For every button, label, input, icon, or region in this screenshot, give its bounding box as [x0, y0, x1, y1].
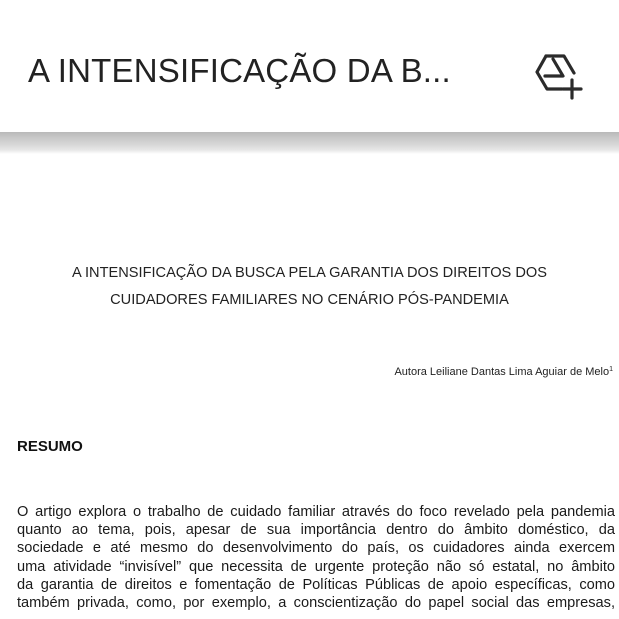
abstract-line: uma atividade “invisível” que necessita de urgente proteção não só estatal, no âmbito: [17, 558, 615, 575]
section-heading-resumo: RESUMO: [17, 438, 83, 455]
author-footnote-marker: 1: [609, 366, 613, 373]
abstract-line: sociedade e até mesmo do desenvolvimento do país, os cuidadores ainda exercem: [17, 540, 615, 557]
abstract-line: quanto ao tema, pois, apesar de sua importância dentro do âmbito doméstico, da: [17, 522, 615, 539]
author-name: Autora Leiliane Dantas Lima Aguiar de Melo: [394, 366, 610, 378]
abstract-paragraph: [17, 503, 615, 612]
abstract-line: da garantia de direitos e fomentação de Políticas Públicas de apoio específicas, como: [17, 576, 615, 593]
app-header: [0, 0, 619, 132]
document-title: A INTENSIFICAÇÃO DA B...: [28, 52, 451, 89]
paper-title-line-1: A INTENSIFICAÇÃO DA BUSCA PELA GARANTIA DOS DIREITOS DOS: [72, 265, 547, 281]
abstract-line: O artigo explora o trabalho de cuidado familiar através do foco revelado pela pandemia: [17, 504, 615, 520]
header-shadow-divider: [0, 132, 619, 154]
author-line: [394, 366, 613, 378]
document-page[interactable]: [0, 154, 619, 619]
add-to-drive-icon[interactable]: [534, 54, 584, 100]
abstract-line: também privada, como, por exemplo, a conscientização do papel social das empresas,: [17, 594, 615, 611]
paper-title-line-2: CUIDADORES FAMILIARES NO CENÁRIO PÓS-PANDEMIA: [110, 292, 509, 308]
